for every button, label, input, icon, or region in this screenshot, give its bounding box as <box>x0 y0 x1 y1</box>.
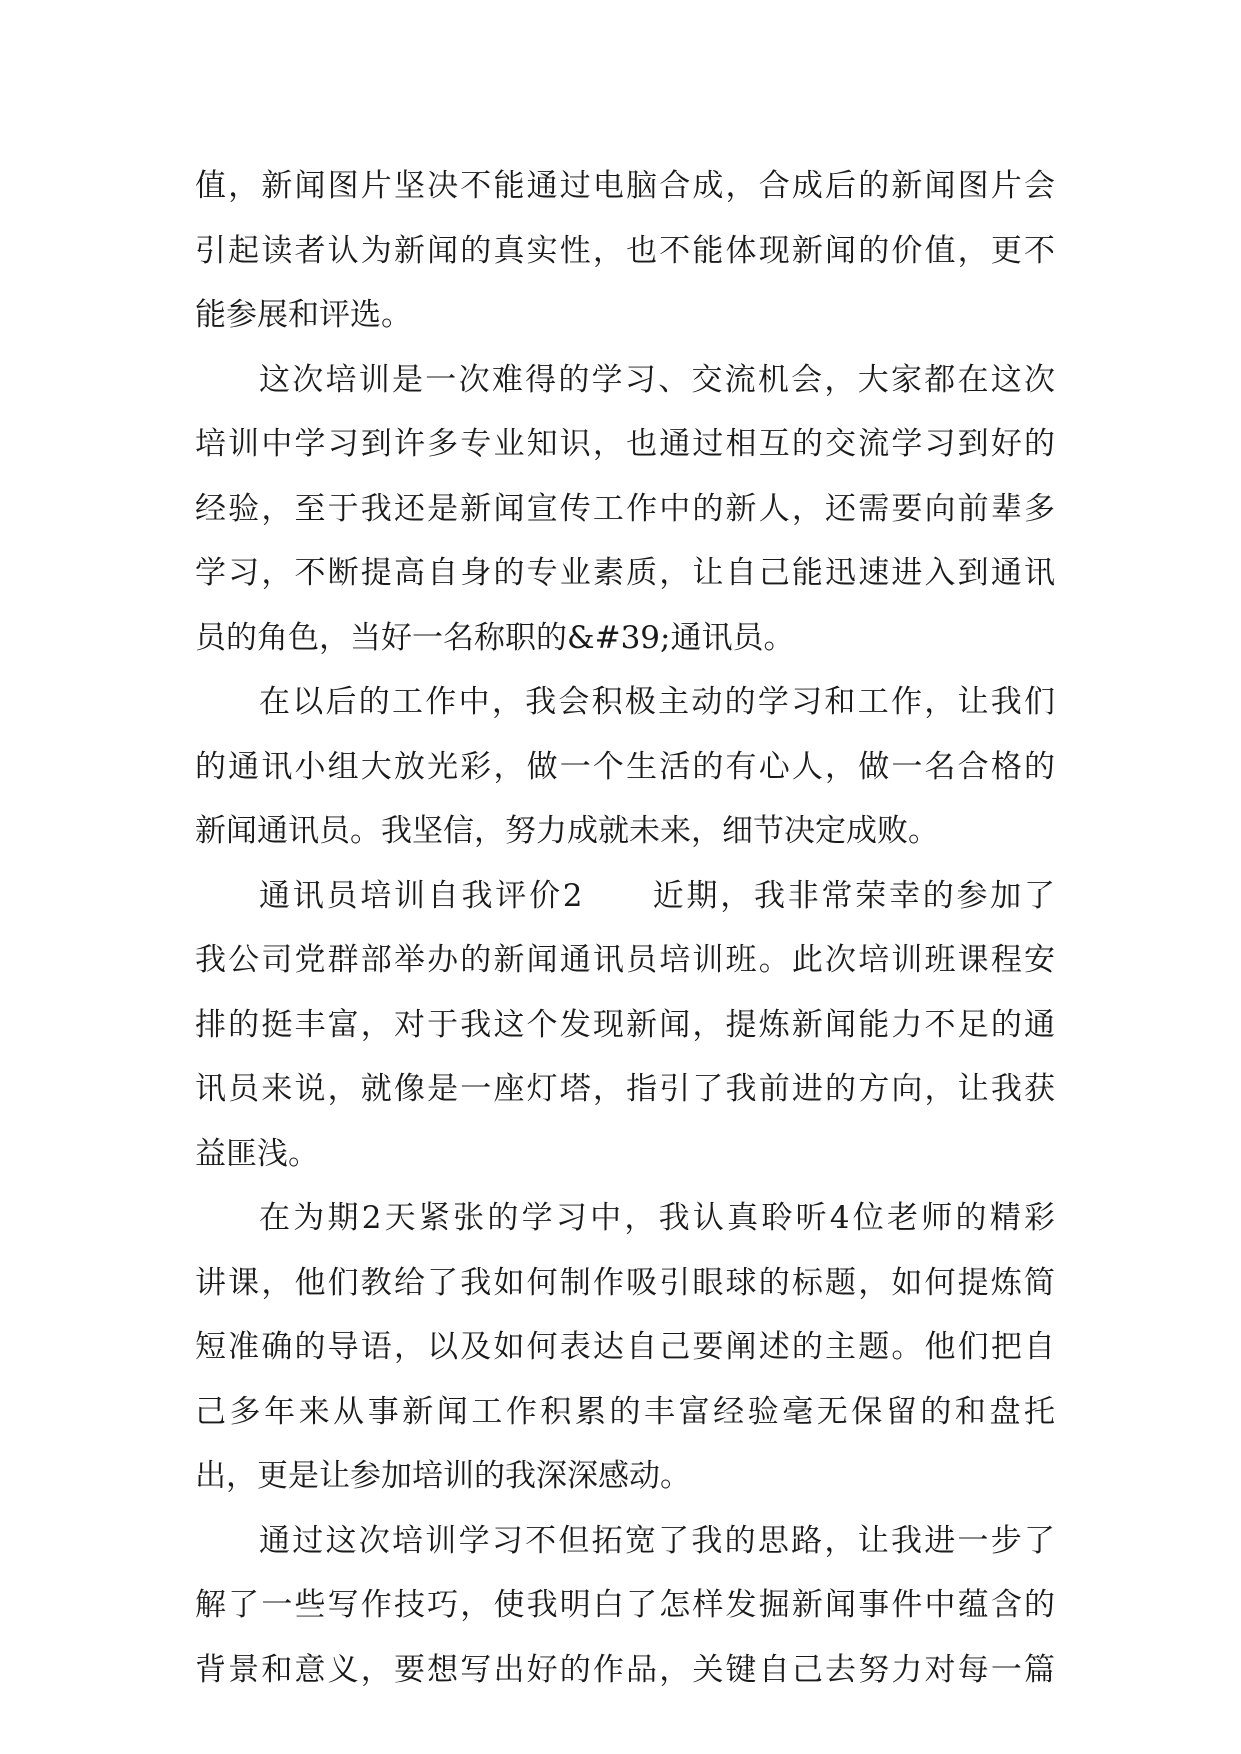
section-heading-line: 通讯员培训自我评价2 近期，我非常荣幸的参加了 <box>259 877 1055 914</box>
paragraph-first-line: 这次培训是一次难得的学习、交流机会，大家都在这次 <box>259 361 1055 398</box>
text-line: 经验，至于我还是新闻宣传工作中的新人，还需要向前辈多 <box>195 490 1055 527</box>
text-line: 新闻通讯员。我坚信，努力成就未来，细节决定成败。 <box>195 813 939 849</box>
text-line: 员的角色，当好一名称职的&#39;通讯员。 <box>195 619 795 656</box>
text-line: 学习，不断提高自身的专业素质，让自己能迅速进入到通讯 <box>195 555 1055 591</box>
text-line: 己多年来从事新闻工作积累的丰富经验毫无保留的和盘托 <box>195 1393 1055 1430</box>
text-line: 短准确的导语，以及如何表达自己要阐述的主题。他们把自 <box>195 1329 1055 1365</box>
paragraph-first-line: 通过这次培训学习不但拓宽了我的思路，让我进一步了 <box>259 1522 1055 1559</box>
text-line: 出，更是让参加培训的我深深感动。 <box>195 1458 691 1494</box>
text-line: 值，新闻图片坚决不能通过电脑合成，合成后的新闻图片会 <box>195 168 1055 204</box>
text-line: 我公司党群部举办的新闻通讯员培训班。此次培训班课程安 <box>195 942 1055 978</box>
text-line: 讲课，他们教给了我如何制作吸引眼球的标题，如何提炼简 <box>195 1264 1055 1301</box>
paragraph-first-line: 在以后的工作中，我会积极主动的学习和工作，让我们 <box>259 684 1055 720</box>
text-line: 能参展和评选。 <box>195 297 412 333</box>
text-line: 解了一些写作技巧，使我明白了怎样发掘新闻事件中蕴含的 <box>195 1587 1055 1623</box>
text-line: 排的挺丰富，对于我这个发现新闻，提炼新闻能力不足的通 <box>195 1006 1055 1043</box>
paragraph-first-line: 在为期2天紧张的学习中，我认真聆听4位老师的精彩 <box>259 1200 1055 1236</box>
text-line: 背景和意义，要想写出好的作品，关键自己去努力对每一篇 <box>195 1651 1055 1688</box>
text-line: 的通讯小组大放光彩，做一个生活的有心人，做一名合格的 <box>195 748 1055 785</box>
text-line: 培训中学习到许多专业知识，也通过相互的交流学习到好的 <box>195 426 1055 462</box>
text-line: 引起读者认为新闻的真实性，也不能体现新闻的价值，更不 <box>195 232 1055 269</box>
document-body <box>195 154 1055 1702</box>
text-line: 讯员来说，就像是一座灯塔，指引了我前进的方向，让我获 <box>195 1071 1055 1107</box>
text-line: 益匪浅。 <box>195 1135 319 1172</box>
